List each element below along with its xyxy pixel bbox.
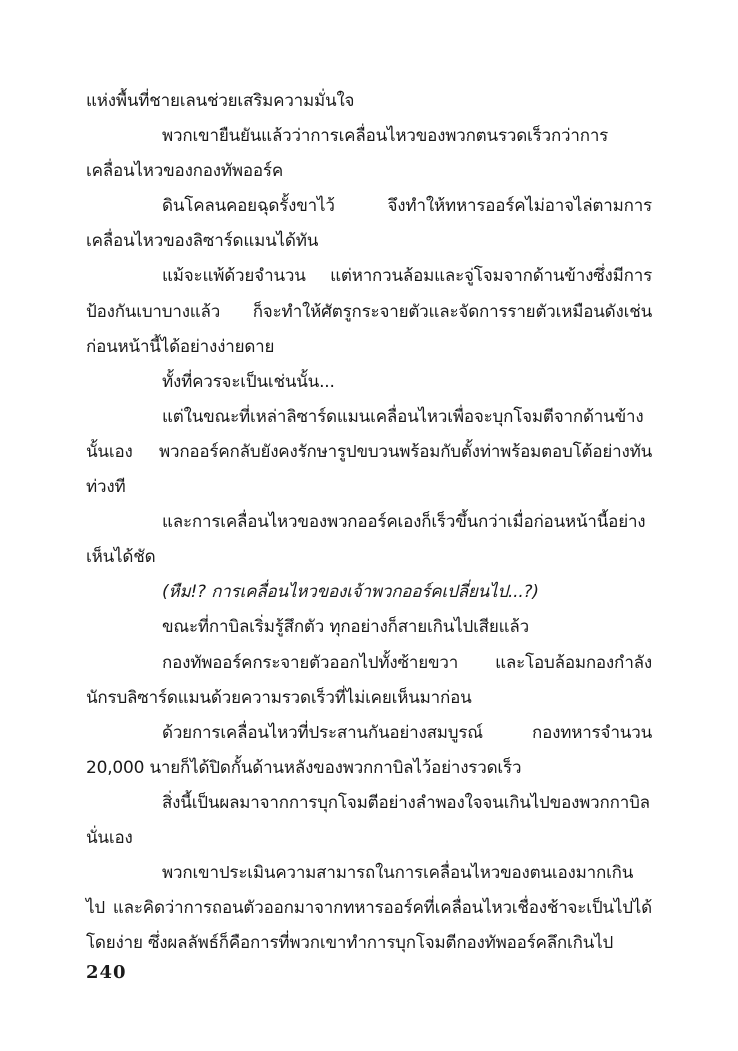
body-text: [86, 84, 652, 961]
paragraph: ทั้งที่ควรจะเป็นเช่นนั้น...: [162, 371, 335, 392]
paragraph: กองทัพออร์คกระจายตัวออกไปทั้งซ้ายขวา และโอบล้อมกองกำลังนักรบลิซาร์ดแมนด้วยความรวดเร็วที่ไม่เคยเห็นมาก่อน: [86, 652, 652, 708]
paragraph: พวกเขาประเมินความสามารถในการเคลื่อนไหวของตนเองมากเกินไป และคิดว่าการถอนตัวออกมาจากทหารออร์คที่เคลื่อนไหวเชื่องช้าจะเป็นไปได้โดยง่าย ซึ่งผลลัพธ์ก็คือการที่พวกเขาทำการบุกโจมตีกองทัพออร์คลึกเกินไป: [86, 863, 652, 954]
paragraph: สิ่งนี้เป็นผลมาจากการบุกโจมตีอย่างลำพองใจจนเกินไปของพวกกาบิลนั่นเอง: [86, 792, 650, 848]
paragraph: และการเคลื่อนไหวของพวกออร์คเองก็เร็วขึ้นกว่าเมื่อก่อนหน้านี้อย่างเห็นได้ชัด: [86, 512, 646, 568]
paragraph: พวกเขายืนยันแล้วว่าการเคลื่อนไหวของพวกตนรวดเร็วกว่าการเคลื่อนไหวของกองทัพออร์ค: [86, 126, 609, 182]
paragraph: แม้จะแพ้ด้วยจำนวน แต่หากวนล้อมและจู่โจมจากด้านข้างซึ่งมีการป้องกันเบาบางแล้ว ก็จะทำให้ศัตรูกระจายตัวและจัดการรายตัวเหมือนดังเช่นก่อนหน้านี้ได้อย่างง่ายดาย: [86, 266, 652, 357]
paragraph: ด้วยการเคลื่อนไหวที่ประสานกันอย่างสมบูรณ์ กองทหารจำนวน 20,000 นายก็ได้ปิดกั้นด้านหลังของพวกกาบิลไว้อย่างรวดเร็ว: [86, 722, 652, 778]
page-number: 240: [86, 962, 127, 983]
italic-thought-paragraph: (หืม!? การเคลื่อนไหวของเจ้าพวกออร์คเปลี่ยนไป...?): [162, 582, 539, 603]
paragraph: ดินโคลนคอยฉุดรั้งขาไว้ จึงทำให้ทหารออร์คไม่อาจไล่ตามการเคลื่อนไหวของลิซาร์ดแมนได้ทัน: [86, 196, 652, 252]
paragraph: แห่งพื้นที่ชายเลนช่วยเสริมความมั่นใจ: [86, 91, 355, 111]
paragraph: ขณะที่กาบิลเริ่มรู้สึกตัว ทุกอย่างก็สายเกินไปเสียแล้ว: [162, 617, 529, 638]
paragraph: แต่ในขณะที่เหล่าลิซาร์ดแมนเคลื่อนไหวเพื่อจะบุกโจมตีจากด้านข้างนั้นเอง พวกออร์คกลับยังคงรักษารูปขบวนพร้อมกับตั้งท่าพร้อมตอบโต้อย่างทันท่วงที: [86, 406, 652, 498]
